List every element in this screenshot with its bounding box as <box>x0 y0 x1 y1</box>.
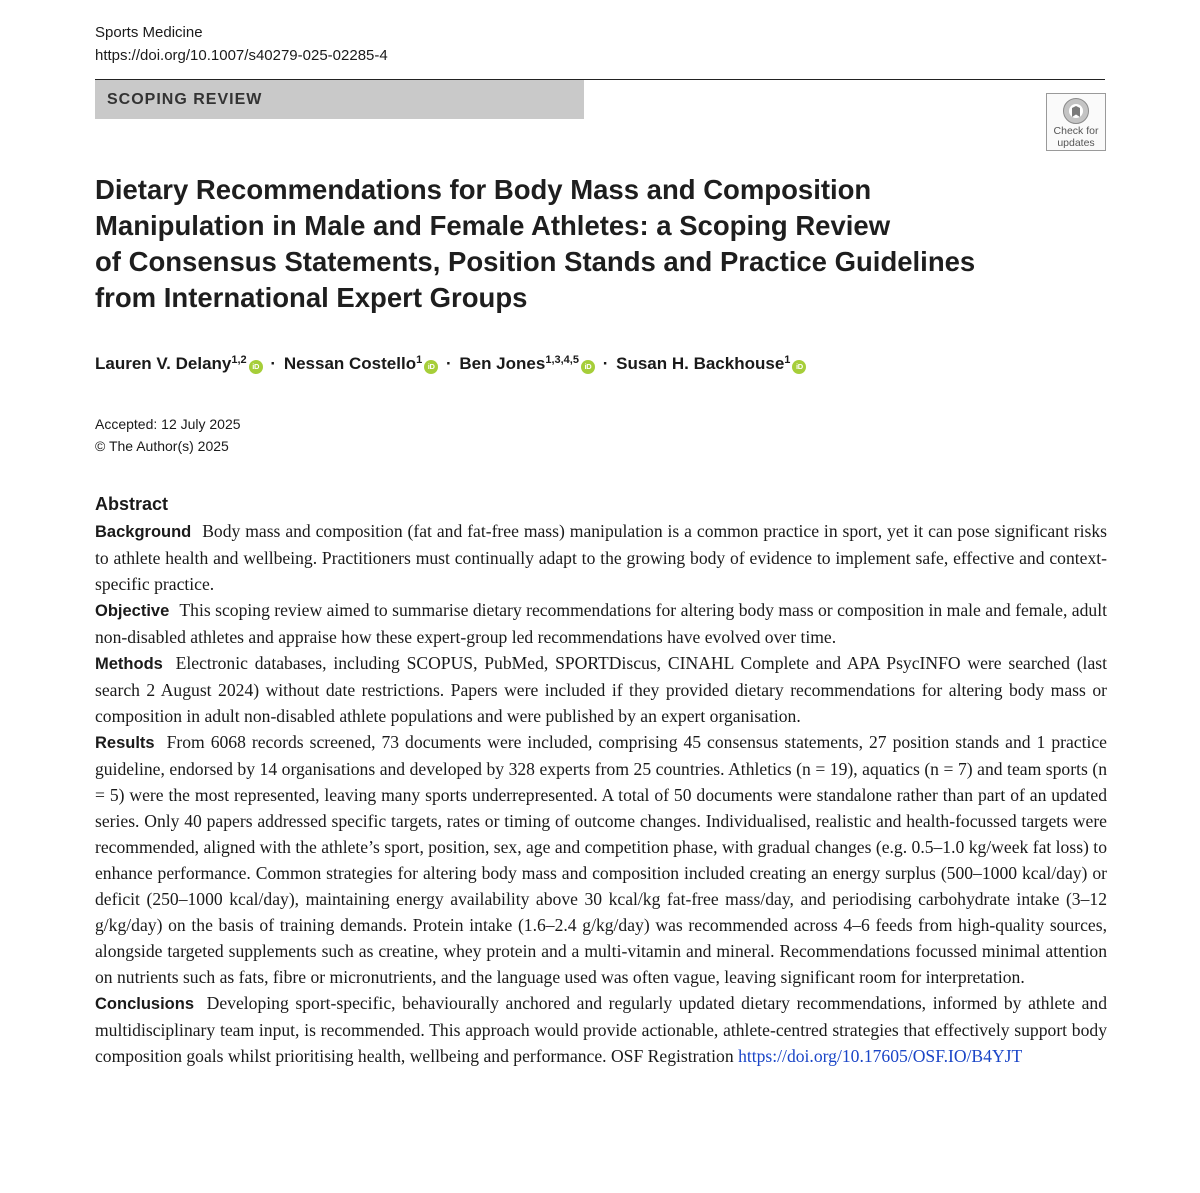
methods-text: Electronic databases, including SCOPUS, PubMed, SPORTDiscus, CINAHL Complete and APA PsycINFO were searched (last search 2 August 2024) without date restrictions. Papers were included if they provided dietary recommendations for altering body mass or composition in adult non-disabled athlete populations and were published by an expert organisation. <box>95 653 1107 726</box>
title-line: from International Expert Groups <box>95 282 528 313</box>
abstract-background <box>95 518 1107 597</box>
abstract-body <box>95 518 1107 1069</box>
author-affiliation: 1 <box>784 354 791 366</box>
author-name[interactable]: Nessan Costello <box>283 354 417 373</box>
orcid-icon[interactable]: iD <box>424 360 438 374</box>
copyright-notice: © The Author(s) 2025 <box>95 438 229 454</box>
author-separator: · <box>445 354 452 373</box>
check-badge-line2: updates <box>1057 137 1095 149</box>
objective-label: Objective <box>95 602 170 620</box>
objective-text: This scoping review aimed to summarise dietary recommendations for altering body mass or composition in male and female, adult non-disabled athletes and appraise how these expert-group led recommendations have evolved over time. <box>95 600 1107 647</box>
check-for-updates-badge[interactable] <box>1046 93 1106 151</box>
conclusions-text: Developing sport-specific, behaviourally anchored and regularly updated dietary recommendations, informed by athlete and multidisciplinary team input, is recommended. This approach would provide actionable, athlete-centred strategies that effectively support body composition goals whilst prioritising health, wellbeing and performance. OSF Registration <box>95 993 1107 1066</box>
background-label: Background <box>95 523 192 541</box>
crossmark-icon <box>1062 97 1090 125</box>
title-line: Dietary Recommendations for Body Mass and Composition <box>95 174 872 205</box>
article-type-banner: SCOPING REVIEW <box>95 80 584 119</box>
author-name[interactable]: Ben Jones <box>459 354 546 373</box>
article-doi[interactable]: https://doi.org/10.1007/s40279-025-02285-4 <box>95 47 388 64</box>
author-list <box>95 352 806 376</box>
title-line: Manipulation in Male and Female Athletes: a Scoping Review <box>95 210 891 241</box>
orcid-icon[interactable]: iD <box>581 360 595 374</box>
author-name[interactable]: Susan H. Backhouse <box>616 354 785 373</box>
methods-label: Methods <box>95 655 163 673</box>
orcid-icon[interactable]: iD <box>249 360 263 374</box>
results-label: Results <box>95 734 155 752</box>
abstract-conclusions <box>95 990 1107 1069</box>
author-affiliation: 1,2 <box>231 354 247 366</box>
article-title <box>95 172 995 316</box>
title-line: of Consensus Statements, Position Stands and Practice Guidelines <box>95 246 976 277</box>
results-text: From 6068 records screened, 73 documents were included, comprising 45 consensus statements, 27 position stands and 1 practice guideline, endorsed by 14 organisations and developed by 328 experts from 25 countries. Athletics (n = 19), aquatics (n = 7) and team sports (n = 5) were the most represented, leaving many sports underrepresented. A total of 50 documents were standalone rather than part of an updated series. Only 40 papers addressed specific targets, rates or timing of outcome changes. Individualised, realistic and health-focussed targets were recommended, aligned with the athlete’s sport, position, sex, age and competition phase, with gradual changes (e.g. 0.5–1.0 kg/week fat loss) to enhance performance. Common strategies for altering body mass and composition included creating an energy surplus (500–1000 kcal/day) or deficit (250–1000 kcal/day), maintaining energy availability above 30 kcal/kg fat-free mass/day, and periodising carbohydrate intake (3–12 g/kg/day) on the basis of training demands. Protein intake (1.6–2.4 g/kg/day) was recommended across 4–6 feeds from high-quality sources, alongside targeted supplements such as creatine, whey protein and a multi-vitamin and mineral. Recommendations focussed minimal attention on nutrients such as fats, fibre or micronutrients, and the language used was often vague, leaving significant room for interpretation. <box>95 732 1107 987</box>
abstract-objective <box>95 597 1107 650</box>
check-badge-line1: Check for <box>1053 125 1099 137</box>
abstract-methods <box>95 650 1107 729</box>
orcid-icon[interactable]: iD <box>792 360 806 374</box>
author-separator: · <box>270 354 277 373</box>
abstract-results <box>95 729 1107 990</box>
conclusions-label: Conclusions <box>95 995 195 1013</box>
journal-name: Sports Medicine <box>95 24 203 41</box>
abstract-heading: Abstract <box>95 494 169 514</box>
author-affiliation: 1 <box>416 354 423 366</box>
author-name[interactable]: Lauren V. Delany <box>95 354 232 373</box>
author-separator: · <box>602 354 609 373</box>
background-text: Body mass and composition (fat and fat-free mass) manipulation is a common practice in sport, yet it can pose significant risks to athlete health and wellbeing. Practitioners must continually adapt to the growing body of evidence to implement safe, effective and context-specific practice. <box>95 521 1107 594</box>
author-affiliation: 1,3,4,5 <box>545 354 579 366</box>
accepted-date: Accepted: 12 July 2025 <box>95 416 241 432</box>
osf-registration-link[interactable]: https://doi.org/10.17605/OSF.IO/B4YJT <box>738 1046 1023 1066</box>
